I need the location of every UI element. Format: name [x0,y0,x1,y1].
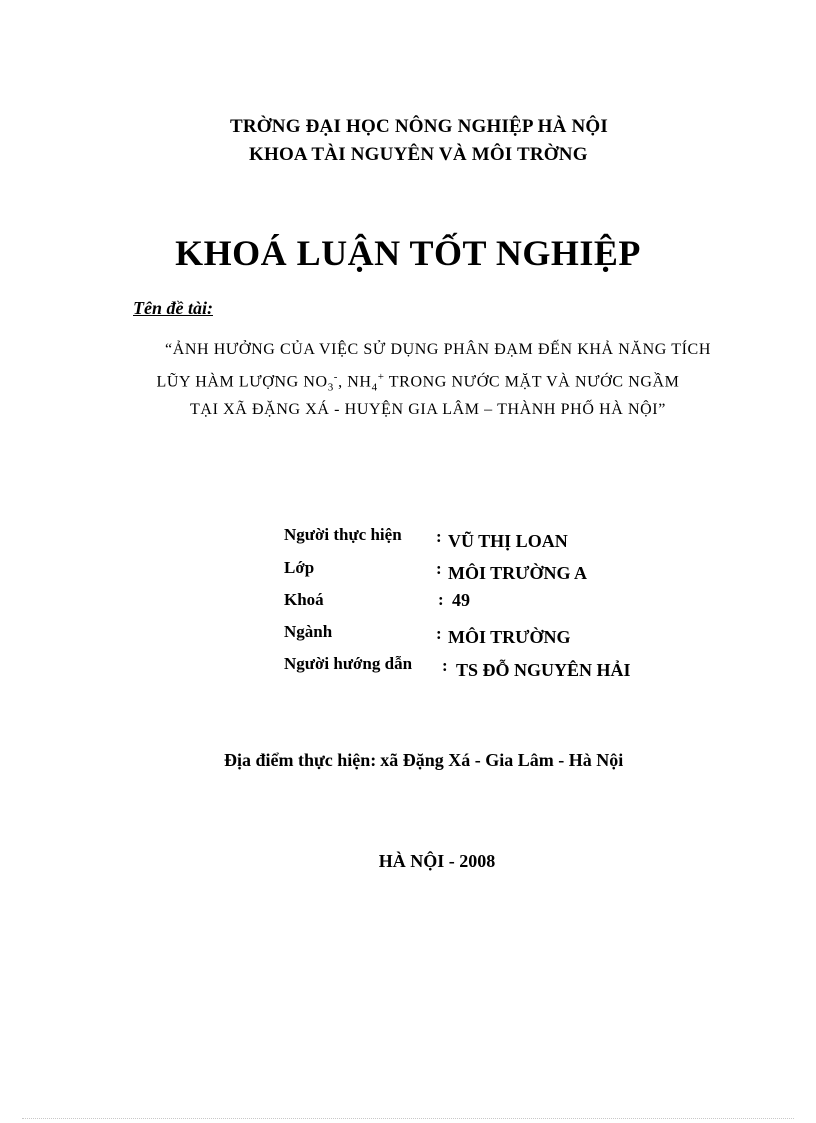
topic-line-2-mid: , NH [338,373,372,391]
class-label: Lớp [284,558,315,577]
class-value: MÔI TRƯỜNG A [448,563,588,583]
major-colon: : [436,624,442,643]
advisor-value: TS ĐỖ NGUYÊN HẢI [456,660,631,680]
location-line [224,750,623,771]
no3-superscript: - [333,371,339,383]
faculty-name: KHOA TÀI NGUYÊN VÀ MÔI TRỜNG [249,144,588,165]
course-label: Khoá [284,590,324,609]
page-bottom-rule [22,1118,794,1119]
location-label: Địa điểm thực hiện: [224,750,377,770]
topic-line-3: TẠI XÃ ĐẶNG XÁ - HUYỆN GIA LÂM – THÀNH PHỐ HÀ NỘI” [190,401,666,418]
topic-line-1: “ẢNH HƯỞNG CỦA VIỆC SỬ DỤNG PHÂN ĐẠM ĐẾN KHẢ NĂNG TÍCH [165,341,711,358]
topic-line-2 [10,371,816,394]
school-name: TRỜNG ĐẠI HỌC NÔNG NGHIỆP HÀ NỘI [230,116,608,137]
location-value: xã Đặng Xá - Gia Lâm - Hà Nội [380,750,624,770]
performer-colon: : [436,527,442,546]
nh4-superscript: + [377,371,385,383]
advisor-colon: : [442,656,448,675]
advisor-label: Người hướng dẫn [284,654,413,673]
document-title: KHOÁ LUẬN TỐT NGHIỆP [175,233,641,273]
nh4-subscript: 4 [371,381,378,394]
major-label: Ngành [284,622,333,641]
topic-line-2-suffix: TRONG NƯỚC MẶT VÀ NƯỚC NGẦM [384,373,680,391]
performer-label: Người thực hiện [284,525,402,544]
city-year: HÀ NỘI - 2008 [378,851,496,871]
no3-subscript: 3 [327,381,334,394]
major-value: MÔI TRƯỜNG [448,627,571,647]
topic-label: Tên đề tài: [133,298,213,318]
class-colon: : [436,559,442,578]
topic-line-2-prefix: LŨY HÀM LƯỢNG NO [156,373,328,391]
performer-value: VŨ THỊ LOAN [448,531,568,551]
course-colon: : [438,590,444,609]
course-value: 49 [452,590,470,610]
